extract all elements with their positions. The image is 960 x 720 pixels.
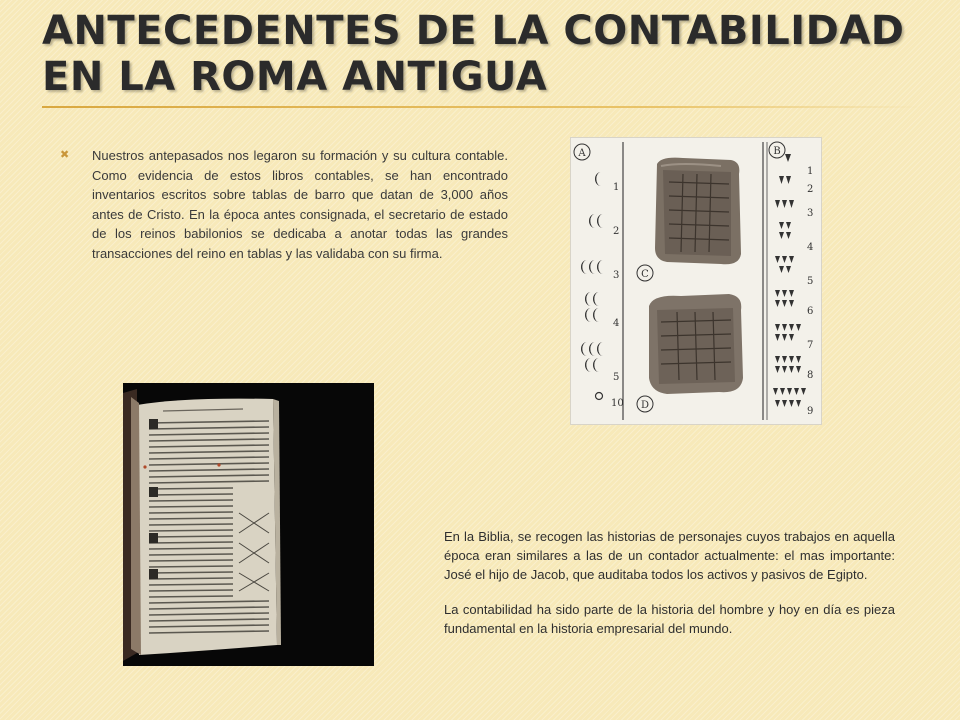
svg-text:A: A [578,148,586,159]
cuneiform-tablets-image [570,137,822,425]
svg-text:D: D [640,400,650,411]
upper-tablet [655,158,741,265]
svg-text:2: 2 [807,184,814,195]
paragraph-biblia: En la Biblia, se recogen las historias de personajes cuyos trabajos en aquella época eran similares a las de un contador actualmente: el mas importante: José el hijo de Jacob, que auditaba todos los activos y pasivos de Egipto. [444,529,895,582]
svg-text:10: 10 [611,398,624,409]
svg-text:5: 5 [613,372,620,383]
x-bullet-icon: ✖ [60,149,70,161]
crescent-numerals [581,172,603,400]
svg-text:5: 5 [807,276,814,287]
svg-text:9: 9 [807,406,814,417]
svg-text:3: 3 [613,270,620,281]
bullet-text: Nuestros antepasados nos legaron su formación y su cultura contable. Como evidencia de estos libros contables, se han encontrado inventarios escritos sobre tablas de barro que datan de 3,000 años antes de Cristo. En la época antes consignada, el secretario de estado de los reinos babilonios se dedicaba a anotar todas las grandes transacciones del reino en tablas y las validaba con su firma. [92,148,508,261]
svg-text:2: 2 [613,226,620,237]
svg-text:C: C [641,269,649,280]
svg-text:6: 6 [807,306,814,317]
paragraph-contabilidad: La contabilidad ha sido parte de la historia del hombre y hoy en día es pieza fundamental en la historia empresarial del mundo. [444,602,895,636]
svg-text:4: 4 [613,318,620,329]
panel-label-c [637,265,653,281]
svg-text:4: 4 [807,242,814,253]
title-underline [42,106,922,108]
book-page [137,399,277,655]
svg-text:8: 8 [807,370,814,381]
text-block [444,527,895,638]
svg-text:B: B [773,146,781,157]
panel-label-d [637,396,653,412]
panel-label-b [769,142,785,158]
svg-text:3: 3 [807,208,814,219]
old-accounting-book-image [123,383,374,666]
svg-text:1: 1 [613,182,620,193]
left-number-labels [611,182,624,409]
svg-text:1: 1 [807,166,814,177]
bullet-item [60,146,508,263]
slide-title: ANTECEDENTES DE LA CONTABILIDAD EN LA ROMA ANTIGUA [42,8,905,100]
wedge-numerals [773,154,806,407]
panel-label-a [574,144,590,160]
lower-tablet [649,294,743,394]
right-number-labels [807,166,813,417]
svg-text:7: 7 [807,340,814,351]
